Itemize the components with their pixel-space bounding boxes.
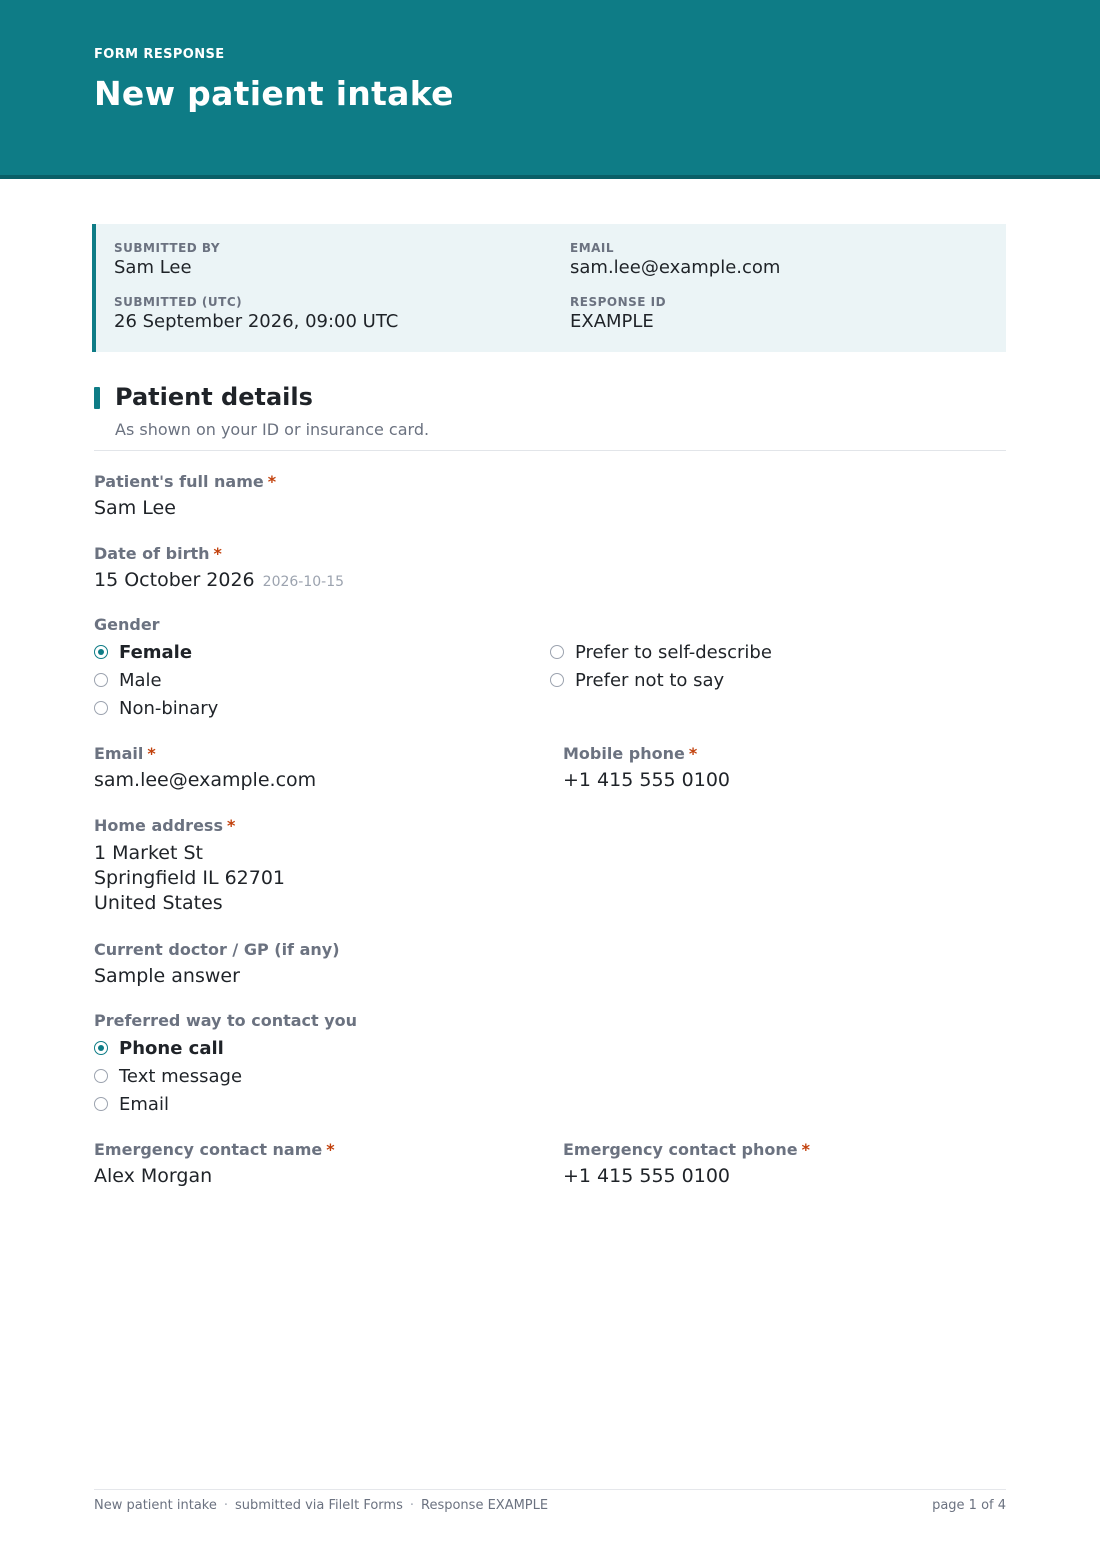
- meta-submitted-utc: [114, 295, 398, 332]
- iso-date: 2026-10-15: [262, 574, 345, 590]
- section-subtitle: As shown on your ID or insurance card.: [115, 420, 430, 439]
- radio-empty-icon: [94, 1097, 108, 1111]
- field-label: Mobile phone *: [563, 744, 698, 763]
- meta-label: SUBMITTED (UTC): [114, 295, 243, 309]
- field-value: Sam Lee: [94, 497, 176, 519]
- field-value: +1 415 555 0100: [563, 769, 731, 791]
- radio-empty-icon: [94, 701, 108, 715]
- radio-contact-phone-call[interactable]: Phone call: [94, 1036, 224, 1060]
- field-full-name: [94, 472, 276, 519]
- radio-gender-prefer-not[interactable]: Prefer not to say: [550, 668, 724, 692]
- address-line: 1 Market St: [94, 842, 203, 864]
- field-mobile-phone: [563, 744, 730, 791]
- field-emergency-contact-phone: [563, 1140, 810, 1187]
- field-label: Emergency contact name *: [94, 1140, 335, 1159]
- field-label: Preferred way to contact you: [94, 1011, 358, 1030]
- required-marker: *: [801, 1140, 810, 1159]
- radio-empty-icon: [94, 1069, 108, 1083]
- field-label: Emergency contact phone *: [563, 1140, 810, 1159]
- meta-email: [570, 241, 780, 278]
- required-marker: *: [267, 472, 277, 491]
- meta-value: Sam Lee: [114, 257, 192, 278]
- radio-empty-icon: [550, 645, 564, 659]
- radio-gender-non-binary[interactable]: Non-binary: [94, 696, 218, 720]
- page-header: [0, 0, 1100, 179]
- address-line: United States: [94, 892, 223, 914]
- field-label: Gender: [94, 615, 160, 634]
- radio-contact-text-message[interactable]: Text message: [94, 1064, 242, 1088]
- meta-label: SUBMITTED BY: [114, 241, 221, 255]
- field-value: Alex Morgan: [94, 1165, 213, 1187]
- field-home-address: [94, 816, 285, 916]
- radio-gender-male[interactable]: Male: [94, 668, 162, 692]
- radio-selected-icon: [94, 645, 108, 659]
- field-value: [94, 841, 285, 916]
- page-title: New patient intake: [94, 74, 454, 113]
- radio-selected-icon: [94, 1041, 108, 1055]
- footer-info: New patient intake · submitted via FileIt Forms · Response EXAMPLE: [94, 1498, 549, 1513]
- field-value: sam.lee@example.com: [94, 769, 317, 791]
- required-marker: *: [147, 744, 156, 763]
- page-number: page 1 of 4: [932, 1498, 1006, 1513]
- required-marker: *: [688, 744, 698, 763]
- field-contact-preference: [94, 1011, 357, 1030]
- required-marker: *: [226, 816, 236, 835]
- section-divider: [94, 450, 1006, 451]
- field-emergency-contact-name: [94, 1140, 335, 1187]
- meta-label: EMAIL: [570, 241, 615, 255]
- meta-value: EXAMPLE: [570, 311, 654, 332]
- meta-label: RESPONSE ID: [570, 295, 667, 309]
- meta-response-id: [570, 295, 666, 332]
- section-title: Patient details: [115, 383, 313, 411]
- radio-gender-female[interactable]: Female: [94, 640, 192, 664]
- field-value: 15 October 2026 2026-10-15: [94, 569, 345, 591]
- radio-contact-email[interactable]: Email: [94, 1092, 169, 1116]
- field-value: +1 415 555 0100: [563, 1165, 731, 1187]
- submission-meta-panel: [92, 224, 1006, 352]
- field-label: Email *: [94, 744, 156, 763]
- address-line: Springfield IL 62701: [94, 867, 286, 889]
- meta-value: 26 September 2026, 09:00 UTC: [114, 311, 399, 332]
- field-value: Sample answer: [94, 965, 240, 987]
- footer-divider: [94, 1489, 1006, 1490]
- section-accent-bar: [94, 387, 100, 409]
- radio-empty-icon: [550, 673, 564, 687]
- field-label: Date of birth *: [94, 544, 222, 563]
- field-email: [94, 744, 316, 791]
- field-current-doctor: [94, 940, 340, 987]
- field-label: Current doctor / GP (if any): [94, 940, 340, 959]
- field-gender: [94, 615, 160, 634]
- field-label: Patient's full name *: [94, 472, 277, 491]
- field-date-of-birth: [94, 544, 344, 591]
- meta-submitted-by: [114, 241, 220, 278]
- required-marker: *: [326, 1140, 335, 1159]
- radio-gender-self-describe[interactable]: Prefer to self-describe: [550, 640, 772, 664]
- required-marker: *: [213, 544, 222, 563]
- meta-value: sam.lee@example.com: [570, 257, 781, 278]
- radio-empty-icon: [94, 673, 108, 687]
- field-label: Home address *: [94, 816, 236, 835]
- header-eyebrow: FORM RESPONSE: [94, 47, 225, 62]
